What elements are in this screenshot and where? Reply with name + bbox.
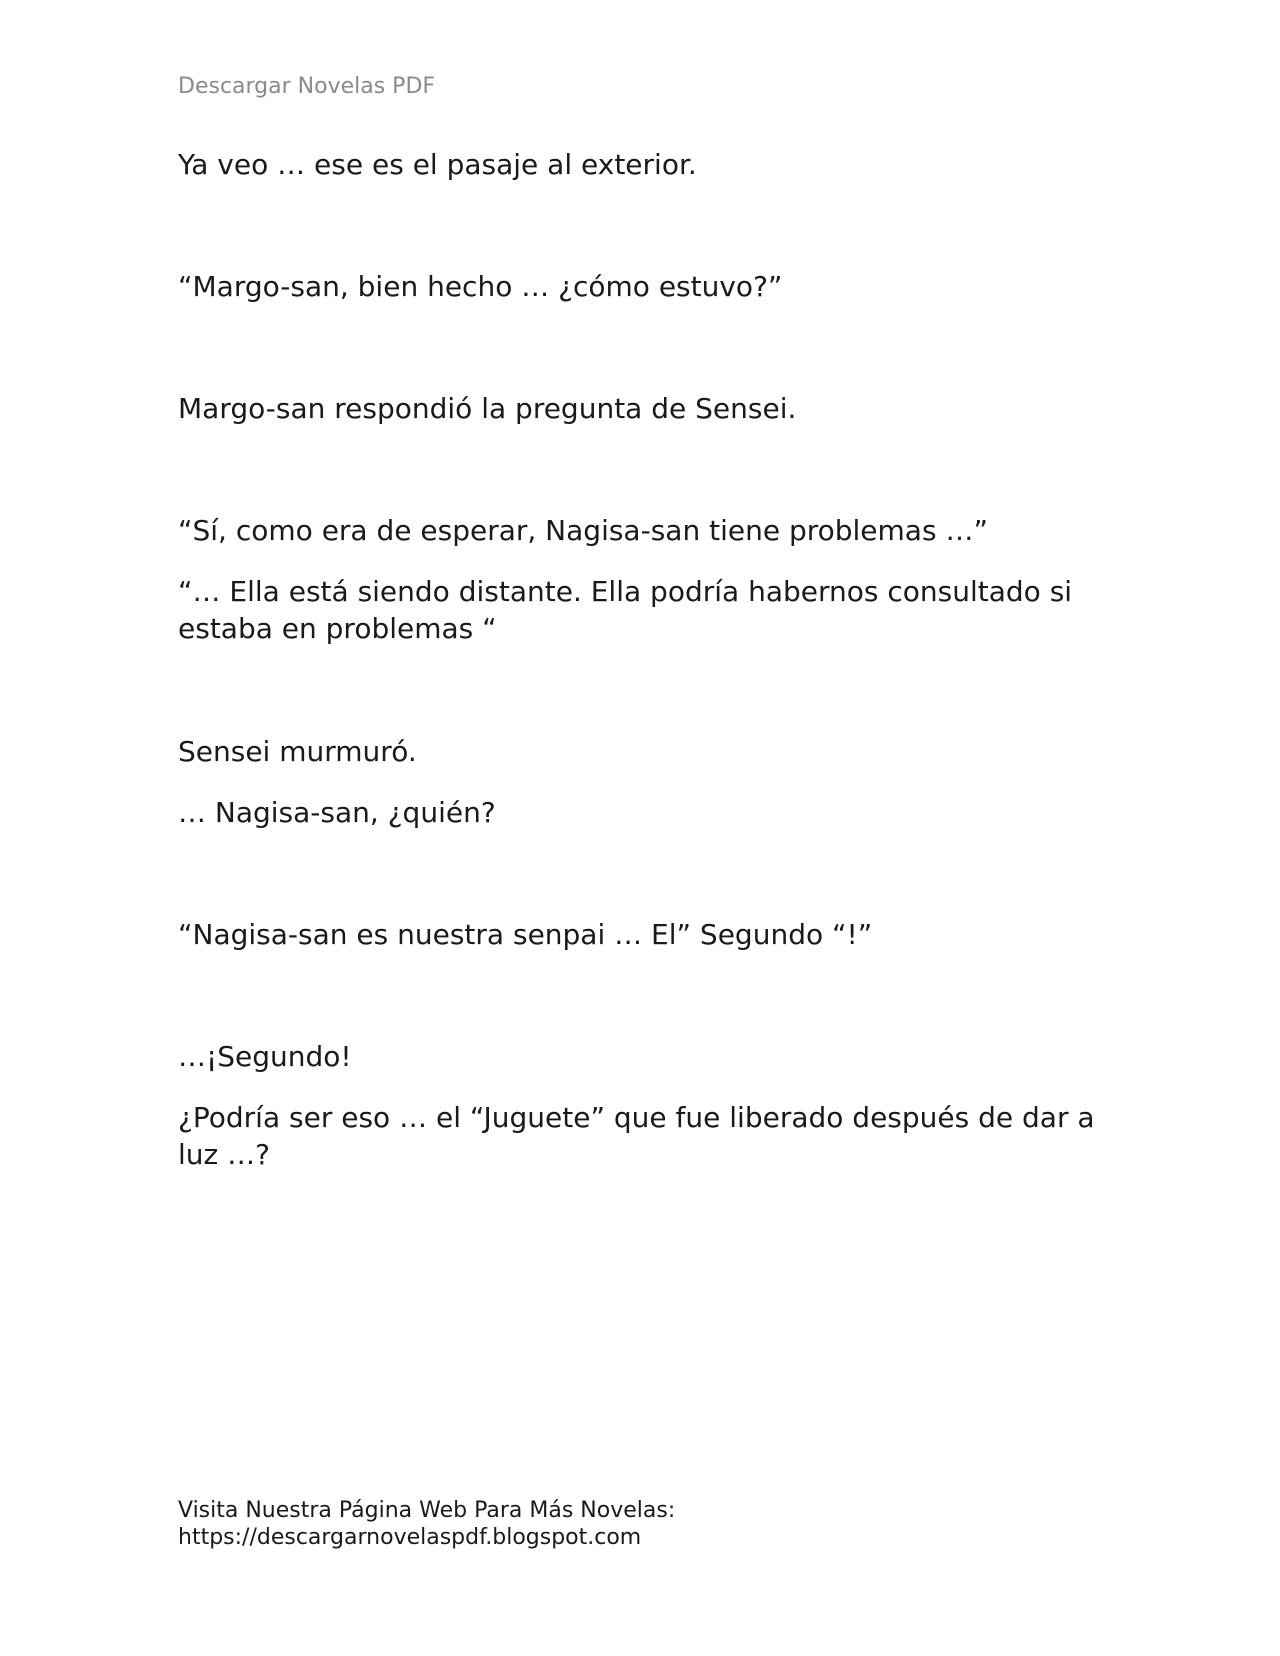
paragraph-10: ¿Podría ser eso … el “Juguete” que fue liberado después de dar a luz …? [178, 1101, 1095, 1171]
paragraph-4: “Sí, como era de esperar, Nagisa-san tiene problemas …” [178, 514, 988, 547]
paragraph-8: “Nagisa-san es nuestra senpai … El” Segundo “!” [178, 918, 873, 951]
paragraph-9: …¡Segundo! [178, 1040, 352, 1073]
paragraph-6: Sensei murmuró. [178, 735, 417, 768]
page-footer [178, 1497, 675, 1551]
paragraph-2: “Margo-san, bien hecho … ¿cómo estuvo?” [178, 270, 783, 303]
page-header: Descargar Novelas PDF [178, 74, 436, 99]
paragraph-5: “… Ella está siendo distante. Ella podría habernos consultado si estaba en problemas “ [178, 575, 1073, 645]
paragraph-1: Ya veo … ese es el pasaje al exterior. [178, 148, 697, 181]
paragraph-7: … Nagisa-san, ¿quién? [178, 796, 496, 829]
paragraph-3: Margo-san respondió la pregunta de Sensei. [178, 392, 797, 425]
footer-text: Visita Nuestra Página Web Para Más Novelas: [178, 1498, 676, 1523]
footer-link[interactable]: https://descargarnovelaspdf.blogspot.com [178, 1525, 642, 1550]
